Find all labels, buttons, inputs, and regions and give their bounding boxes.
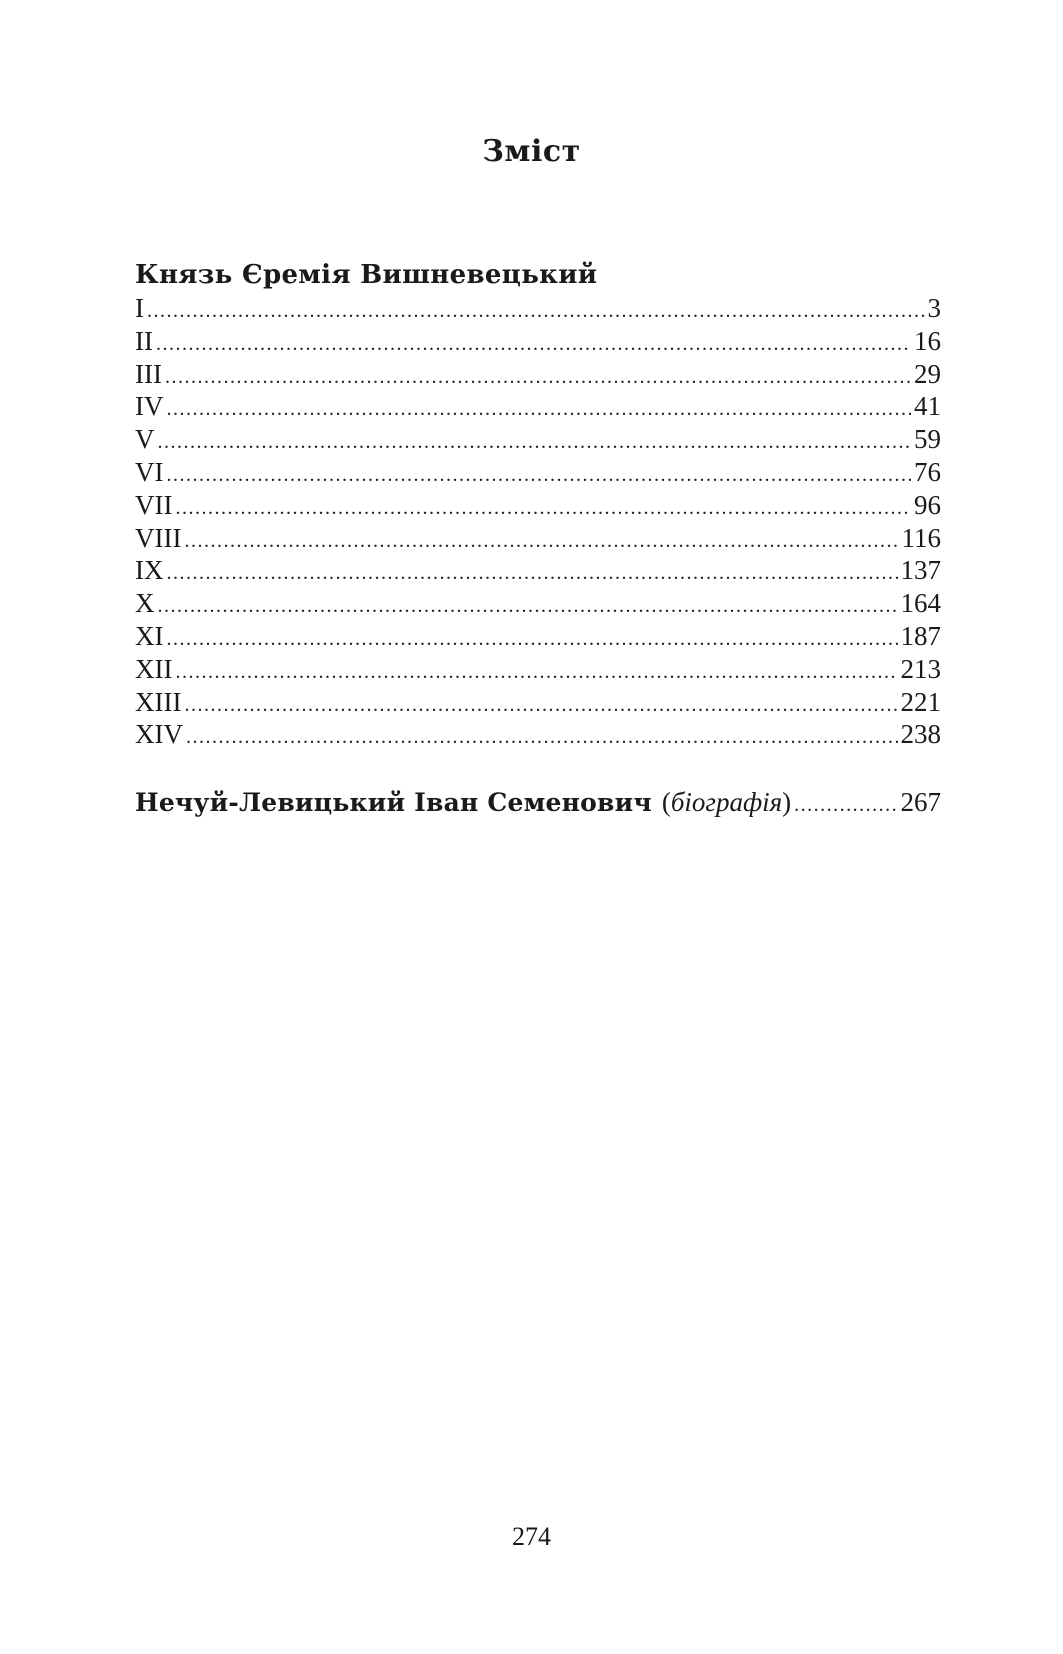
toc-section-title: Князь Єремія Вишневецький — [135, 260, 598, 290]
toc-entry-page: 16 — [914, 325, 941, 356]
toc-entry-13[interactable] — [135, 686, 941, 719]
toc-entry-page: 96 — [914, 489, 941, 520]
leader-dots — [175, 492, 911, 525]
leader-dots — [147, 295, 925, 328]
toc-entry-11[interactable] — [135, 620, 941, 653]
toc-entry-2[interactable] — [135, 325, 941, 358]
biography-page: 267 — [900, 787, 941, 817]
toc-entry-6[interactable] — [135, 456, 941, 489]
toc-entry-page: 137 — [900, 555, 941, 586]
leader-dots — [167, 623, 898, 656]
page-title: Зміст — [482, 134, 581, 169]
toc-entry-label: I — [135, 293, 144, 323]
leader-dots — [184, 689, 897, 722]
toc-chapter-list — [135, 292, 941, 751]
leader-dots — [794, 787, 897, 823]
biography-name: Нечуй-Левицький Іван Семенович — [135, 788, 652, 817]
leader-dots — [186, 721, 898, 754]
toc-entry-label: IV — [135, 391, 164, 422]
toc-entry-label: X — [135, 588, 155, 619]
toc-entry-label: VI — [135, 456, 164, 487]
toc-entry-label: IX — [135, 555, 164, 586]
toc-entry-7[interactable] — [135, 489, 941, 522]
toc-entry-8[interactable] — [135, 522, 941, 555]
toc-entry-label: V — [135, 424, 155, 455]
toc-entry-page: 3 — [927, 293, 941, 323]
toc-biography-entry[interactable] — [135, 784, 941, 820]
biography-note-text: біографія — [670, 787, 783, 817]
leader-dots — [158, 590, 898, 623]
table-of-contents — [135, 258, 941, 751]
toc-entry-label: XII — [135, 653, 173, 684]
toc-entry-12[interactable] — [135, 653, 941, 686]
toc-entry-page: 116 — [901, 522, 941, 553]
toc-entry-page: 187 — [900, 620, 941, 651]
leader-dots — [167, 557, 898, 590]
toc-entry-5[interactable] — [135, 423, 941, 456]
leader-dots — [165, 361, 911, 394]
toc-entry-label: VIII — [135, 522, 182, 553]
toc-entry-1[interactable] — [135, 292, 941, 325]
toc-entry-4[interactable] — [135, 390, 941, 423]
toc-entry-page: 59 — [914, 424, 941, 455]
toc-entry-3[interactable] — [135, 358, 941, 391]
toc-entry-page: 29 — [914, 358, 941, 389]
toc-entry-page: 76 — [914, 456, 941, 487]
biography-note — [662, 784, 791, 820]
toc-entry-label: XIII — [135, 686, 182, 717]
leader-dots — [175, 656, 897, 689]
biography-close-paren: ) — [782, 787, 792, 817]
leader-dots — [167, 393, 912, 426]
leader-dots — [167, 459, 912, 492]
leader-dots — [156, 328, 911, 361]
toc-entry-10[interactable] — [135, 587, 941, 620]
toc-entry-label: XI — [135, 620, 164, 651]
toc-entry-page: 221 — [900, 686, 941, 717]
toc-entry-page: 238 — [900, 719, 941, 750]
page-number: 274 — [512, 1522, 551, 1551]
biography-open-paren: ( — [661, 787, 671, 817]
toc-entry-14[interactable] — [135, 718, 941, 751]
toc-entry-label: II — [135, 325, 153, 356]
leader-dots — [184, 525, 898, 558]
toc-entry-label: VII — [135, 489, 173, 520]
toc-entry-9[interactable] — [135, 554, 941, 587]
toc-entry-page: 41 — [914, 391, 941, 422]
toc-entry-page: 213 — [900, 653, 941, 684]
toc-entry-label: XIV — [135, 719, 183, 750]
toc-entry-page: 164 — [900, 588, 941, 619]
leader-dots — [158, 426, 912, 459]
toc-entry-label: III — [135, 358, 162, 389]
